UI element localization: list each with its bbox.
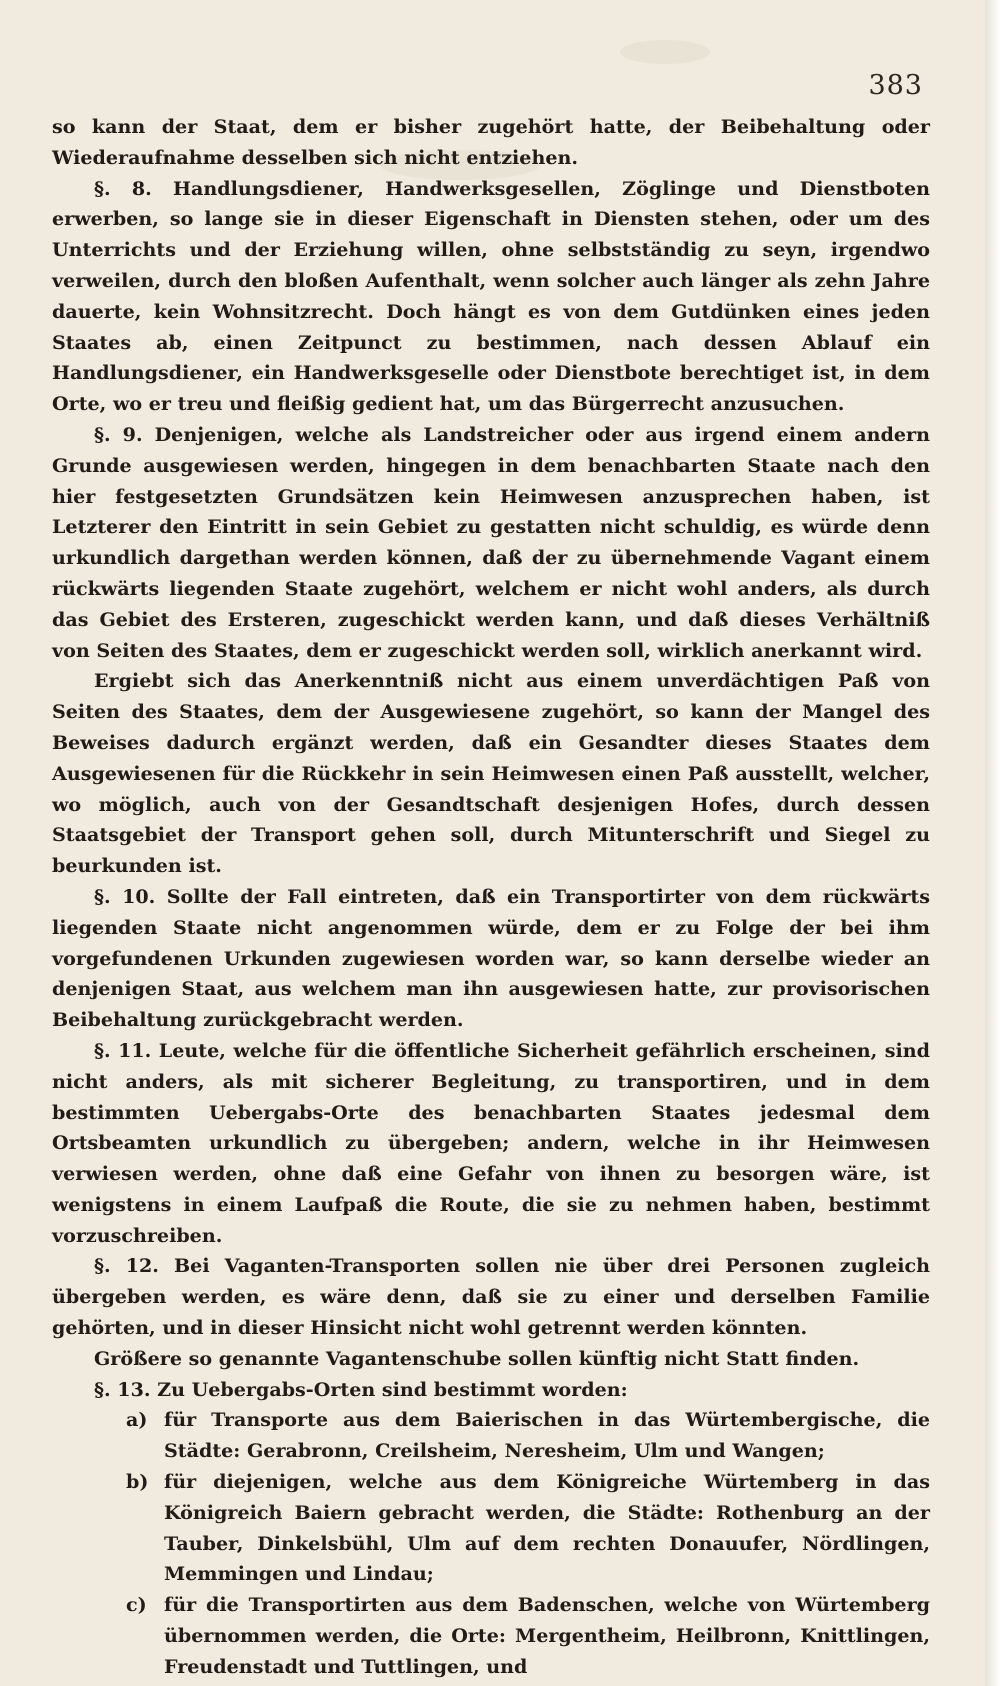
paragraph-section-9: §. 9. Denjenigen, welche als Landstreicher oder aus irgend einem andern Grunde ausgewiesen werden, hingegen in dem benachbarten Staate nach den hier festgesetzten Grundsätzen kein Heimwesen anzusprechen haben, ist Letzterer den Eintritt in sein Gebiet zu gestatten nicht schuldig, es würde denn urkundlich dargethan werden können, daß der zu übernehmende Vagant einem rückwärts liegenden Staate zugehört, welchem er nicht wohl anders, als durch das Gebiet des Ersteren, zugeschickt werden kann, und daß dieses Verhältniß von Seiten des Staates, dem er zugeschickt werden soll, wirklich anerkannt wird.: [52, 422, 930, 662]
list-marker: c): [126, 1593, 147, 1617]
list-marker: b): [126, 1470, 149, 1494]
paper-stain: [620, 40, 710, 64]
list-item-text: für die Transportirten aus dem Badenschen, welche von Würtemberg übernommen werden, die Orte: Mergentheim, Heilbronn, Knittlingen, Freudenstadt und Tuttlingen, und: [164, 1593, 930, 1678]
paragraph-continuation: so kann der Staat, dem er bisher zugehört hatte, der Beibehaltung oder Wiederaufnahme desselben sich nicht entziehen.: [52, 115, 930, 169]
page-edge: [985, 0, 1000, 1686]
paragraph-section-13: §. 13. Zu Uebergabs-Orten sind bestimmt worden:: [94, 1377, 628, 1401]
body-text: [52, 112, 930, 1683]
paragraph-section-11: §. 11. Leute, welche für die öffentliche Sicherheit gefährlich erscheinen, sind nicht anders, als mit sicherer Begleitung, zu transportiren, und in dem bestimmten Uebergabs-Orte des benachbarten Staates jedesmal dem Ortsbeamten urkundlich zu übergeben; andern, welche in ihr Heimwesen verwiesen werden, ohne daß eine Gefahr von ihnen zu besorgen wäre, ist wenigstens in einem Laufpaß die Route, die sie zu nehmen haben, bestimmt vorzuschreiben.: [52, 1038, 930, 1247]
list-item-text: für diejenigen, welche aus dem Königreiche Würtemberg in das Königreich Baiern gebracht werden, die Städte: Rothenburg an der Tauber, Dinkelsbühl, Ulm auf dem rechten Donauufer, Nördlingen, Memmingen und Lindau;: [164, 1470, 930, 1586]
list-item-text: für Transporte aus dem Baierischen in das Würtembergische, die Städte: Gerabronn, Creilsheim, Neresheim, Ulm und Wangen;: [164, 1408, 930, 1463]
list-item-c: [126, 1590, 930, 1682]
list-marker: a): [126, 1408, 148, 1432]
paragraph-section-8: §. 8. Handlungsdiener, Handwerksgesellen, Zöglinge und Dienstboten erwerben, so lange sie in dieser Eigenschaft in Diensten stehen, oder um des Unterrichts und der Erziehung willen, ohne selbstständig zu seyn, irgendwo verweilen, durch den bloßen Aufenthalt, wenn solcher auch länger als zehn Jahre dauerte, kein Wohnsitzrecht. Doch hängt es von dem Gutdünken eines jeden Staates ab, einen Zeitpunct zu bestimmen, nach dessen Ablauf ein Handlungsdiener, ein Handwerksgeselle oder Dienstbote berechtiget ist, in dem Orte, wo er treu und fleißig gedient hat, um das Bürgerrecht anzusuchen.: [52, 176, 930, 416]
list-item-b: [126, 1467, 930, 1590]
page-number: 383: [868, 70, 923, 101]
list-item-a: [126, 1405, 930, 1467]
paragraph-section-9-continued: Ergiebt sich das Anerkenntniß nicht aus einem unverdächtigen Paß von Seiten des Staates, dem der Ausgewiesene zugehört, so kann der Mangel des Beweises dadurch ergänzt werden, daß ein Gesandter dieses Staates dem Ausgewiesenen für die Rückkehr in sein Heimwesen einen Paß ausstellt, welcher, wo möglich, auch von der Gesandtschaft desjenigen Hofes, durch dessen Staatsgebiet der Transport gehen soll, durch Mitunterschrift und Siegel zu beurkunden ist.: [52, 669, 930, 878]
paragraph-section-10: §. 10. Sollte der Fall eintreten, daß ein Transportirter von dem rückwärts liegenden Staate nicht angenommen würde, dem er zu Folge der bei ihm vorgefundenen Urkunden zugewiesen worden war, so kann derselbe wieder an denjenigen Staat, aus welchem man ihn ausgewiesen hatte, zur provisorischen Beibehaltung zurückgebracht werden.: [52, 884, 930, 1032]
paragraph-section-12: §. 12. Bei Vaganten-Transporten sollen nie über drei Personen zugleich übergeben werden, es wäre denn, daß sie zu einer und derselben Familie gehörten, und in dieser Hinsicht nicht wohl getrennt werden könnten.: [52, 1254, 930, 1340]
paragraph-section-12-continued: Größere so genannte Vagantenschube sollen künftig nicht Statt finden.: [94, 1346, 860, 1370]
